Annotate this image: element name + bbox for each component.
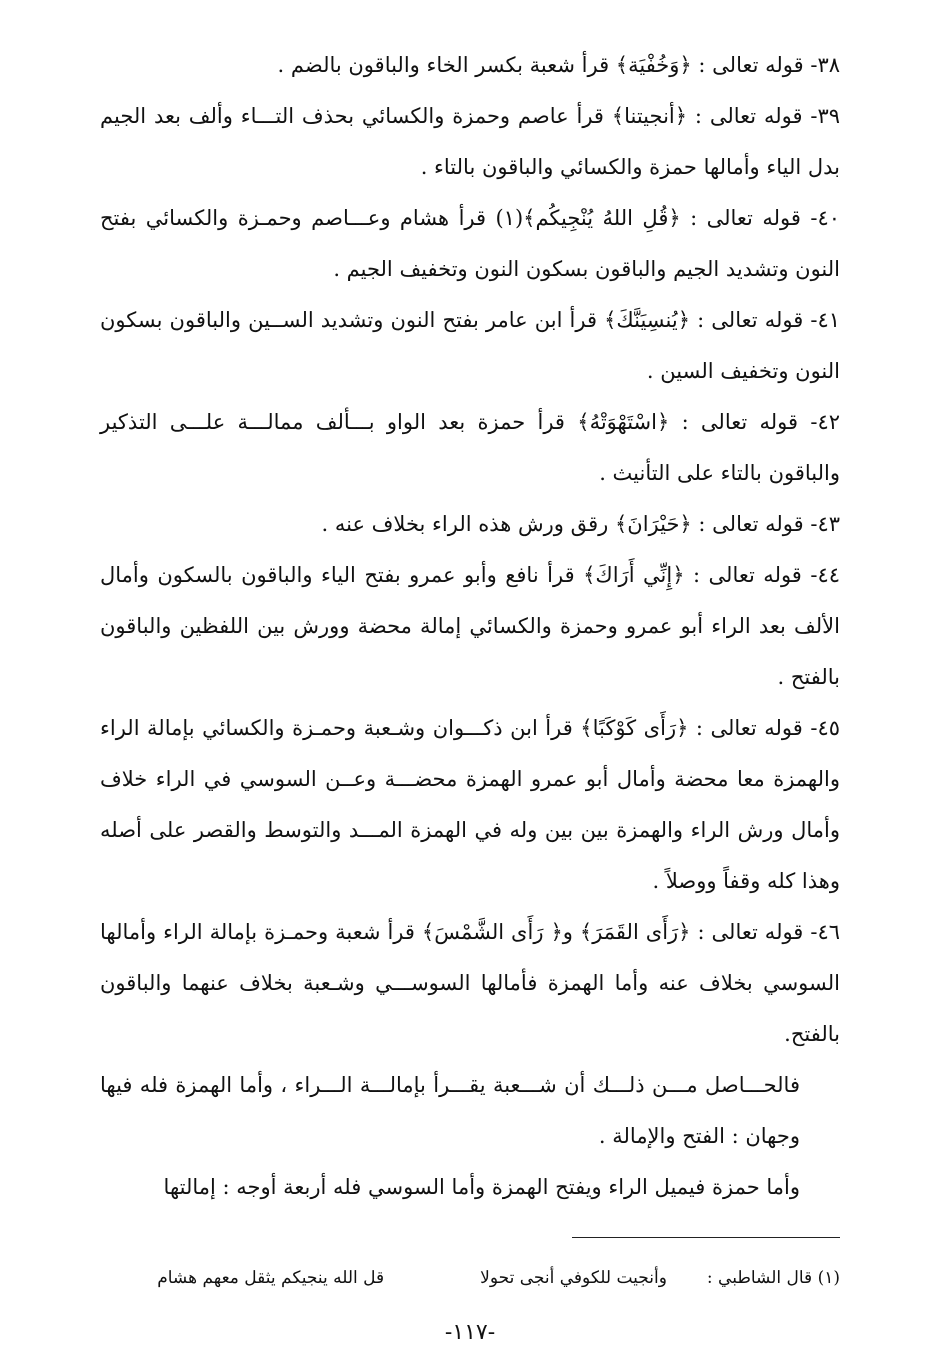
entry-44: ٤٤- قوله تعالى : ﴿إِنِّي أَرَاكَ﴾ قرأ نافع وأبو عمرو بفتح الياء والباقون بالسكون وأمال الألف بعد الراء أبو عمرو وحمزة والكسائي إمالة محضة وورش بين اللفظين والباقون بالفتح . (100, 563, 840, 689)
footnote-hemistich-2: قل الله ينجيكم يثقل معهم هشام (157, 1268, 385, 1288)
footnote (100, 1264, 840, 1292)
page-number: -١١٧- (444, 1320, 496, 1345)
entry-46: ٤٦- قوله تعالى : ﴿رَأَى القَمَرَ﴾ و﴿ رَأَى الشَّمْسَ﴾ قرأ شعبة وحمـزة بإمالة الراء وأمالها السوسي بخلاف عنه وأما الهمزة فأمالها السوســـي وشـعبة بخلاف عنهما والباقون بالفتح. (100, 920, 840, 1046)
entry-41: ٤١- قوله تعالى : ﴿يُنسِيَنَّكَ﴾ قرأ ابن عامر بفتح النون وتشديد الســين والباقون بسكون النون وتخفيف السين . (100, 308, 840, 383)
footnote-divider (572, 1237, 840, 1238)
summary-paragraph-2: وأما حمزة فيميل الراء ويفتح الهمزة وأما السوسي فله أربعة أوجه : إمالتها (163, 1175, 800, 1199)
entry-43: ٤٣- قوله تعالى : ﴿حَيْرَانَ﴾ رقق ورش هذه الراء بخلاف عنه . (321, 512, 840, 536)
entry-40: ٤٠- قوله تعالى : ﴿قُلِ اللهُ يُنْجِيكُم﴾(١) قرأ هشام وعـــاصم وحمـزة والكسائي بفتح النون وتشديد الجيم والباقون بسكون النون وتخفيف الجيم . (100, 206, 840, 281)
footnote-marker: (١) قال الشاطبي : (706, 1268, 840, 1288)
entry-38: ٣٨- قوله تعالى : ﴿وَخُفْيَة﴾ قرأ شعبة بكسر الخاء والباقون بالضم . (277, 53, 840, 77)
entry-42: ٤٢- قوله تعالى : ﴿اسْتَهْوَتْهُ﴾ قرأ حمزة بعد الواو بـــألف ممالـــة علـــى التذكير والباقون بالتاء على التأنيث . (100, 410, 840, 485)
page-body (100, 40, 840, 1213)
entry-45: ٤٥- قوله تعالى : ﴿رَأَى كَوْكَبًا﴾ قرأ ابن ذكـــوان وشـعبة وحمـزة والكسائي بإمالة الراء والهمزة معا محضة وأمال أبو عمرو الهمزة محضـــة وعــن السوسي في الراء خلاف وأمال ورش الراء والهمزة بين بين وله في الهمزة المـــد والتوسط والقصر على أصله وهذا كله وقفاً ووصلاً . (100, 716, 840, 893)
summary-paragraph-1: فالحـــاصل مـــن ذلـــك أن شـــعبة يقـــرأ بإمالـــة الـــراء ، وأما الهمزة فله فيها وجهان : الفتح والإمالة . (100, 1073, 800, 1148)
entry-39: ٣٩- قوله تعالى : ﴿أنجيتنا﴾ قرأ عاصم وحمزة والكسائي بحذف التـــاء وألف بعد الجيم بدل الياء وأمالها حمزة والكسائي والباقون بالتاء . (100, 104, 840, 179)
footnote-hemistich-1: وأنجيت للكوفي أنجى تحولا (480, 1268, 667, 1288)
